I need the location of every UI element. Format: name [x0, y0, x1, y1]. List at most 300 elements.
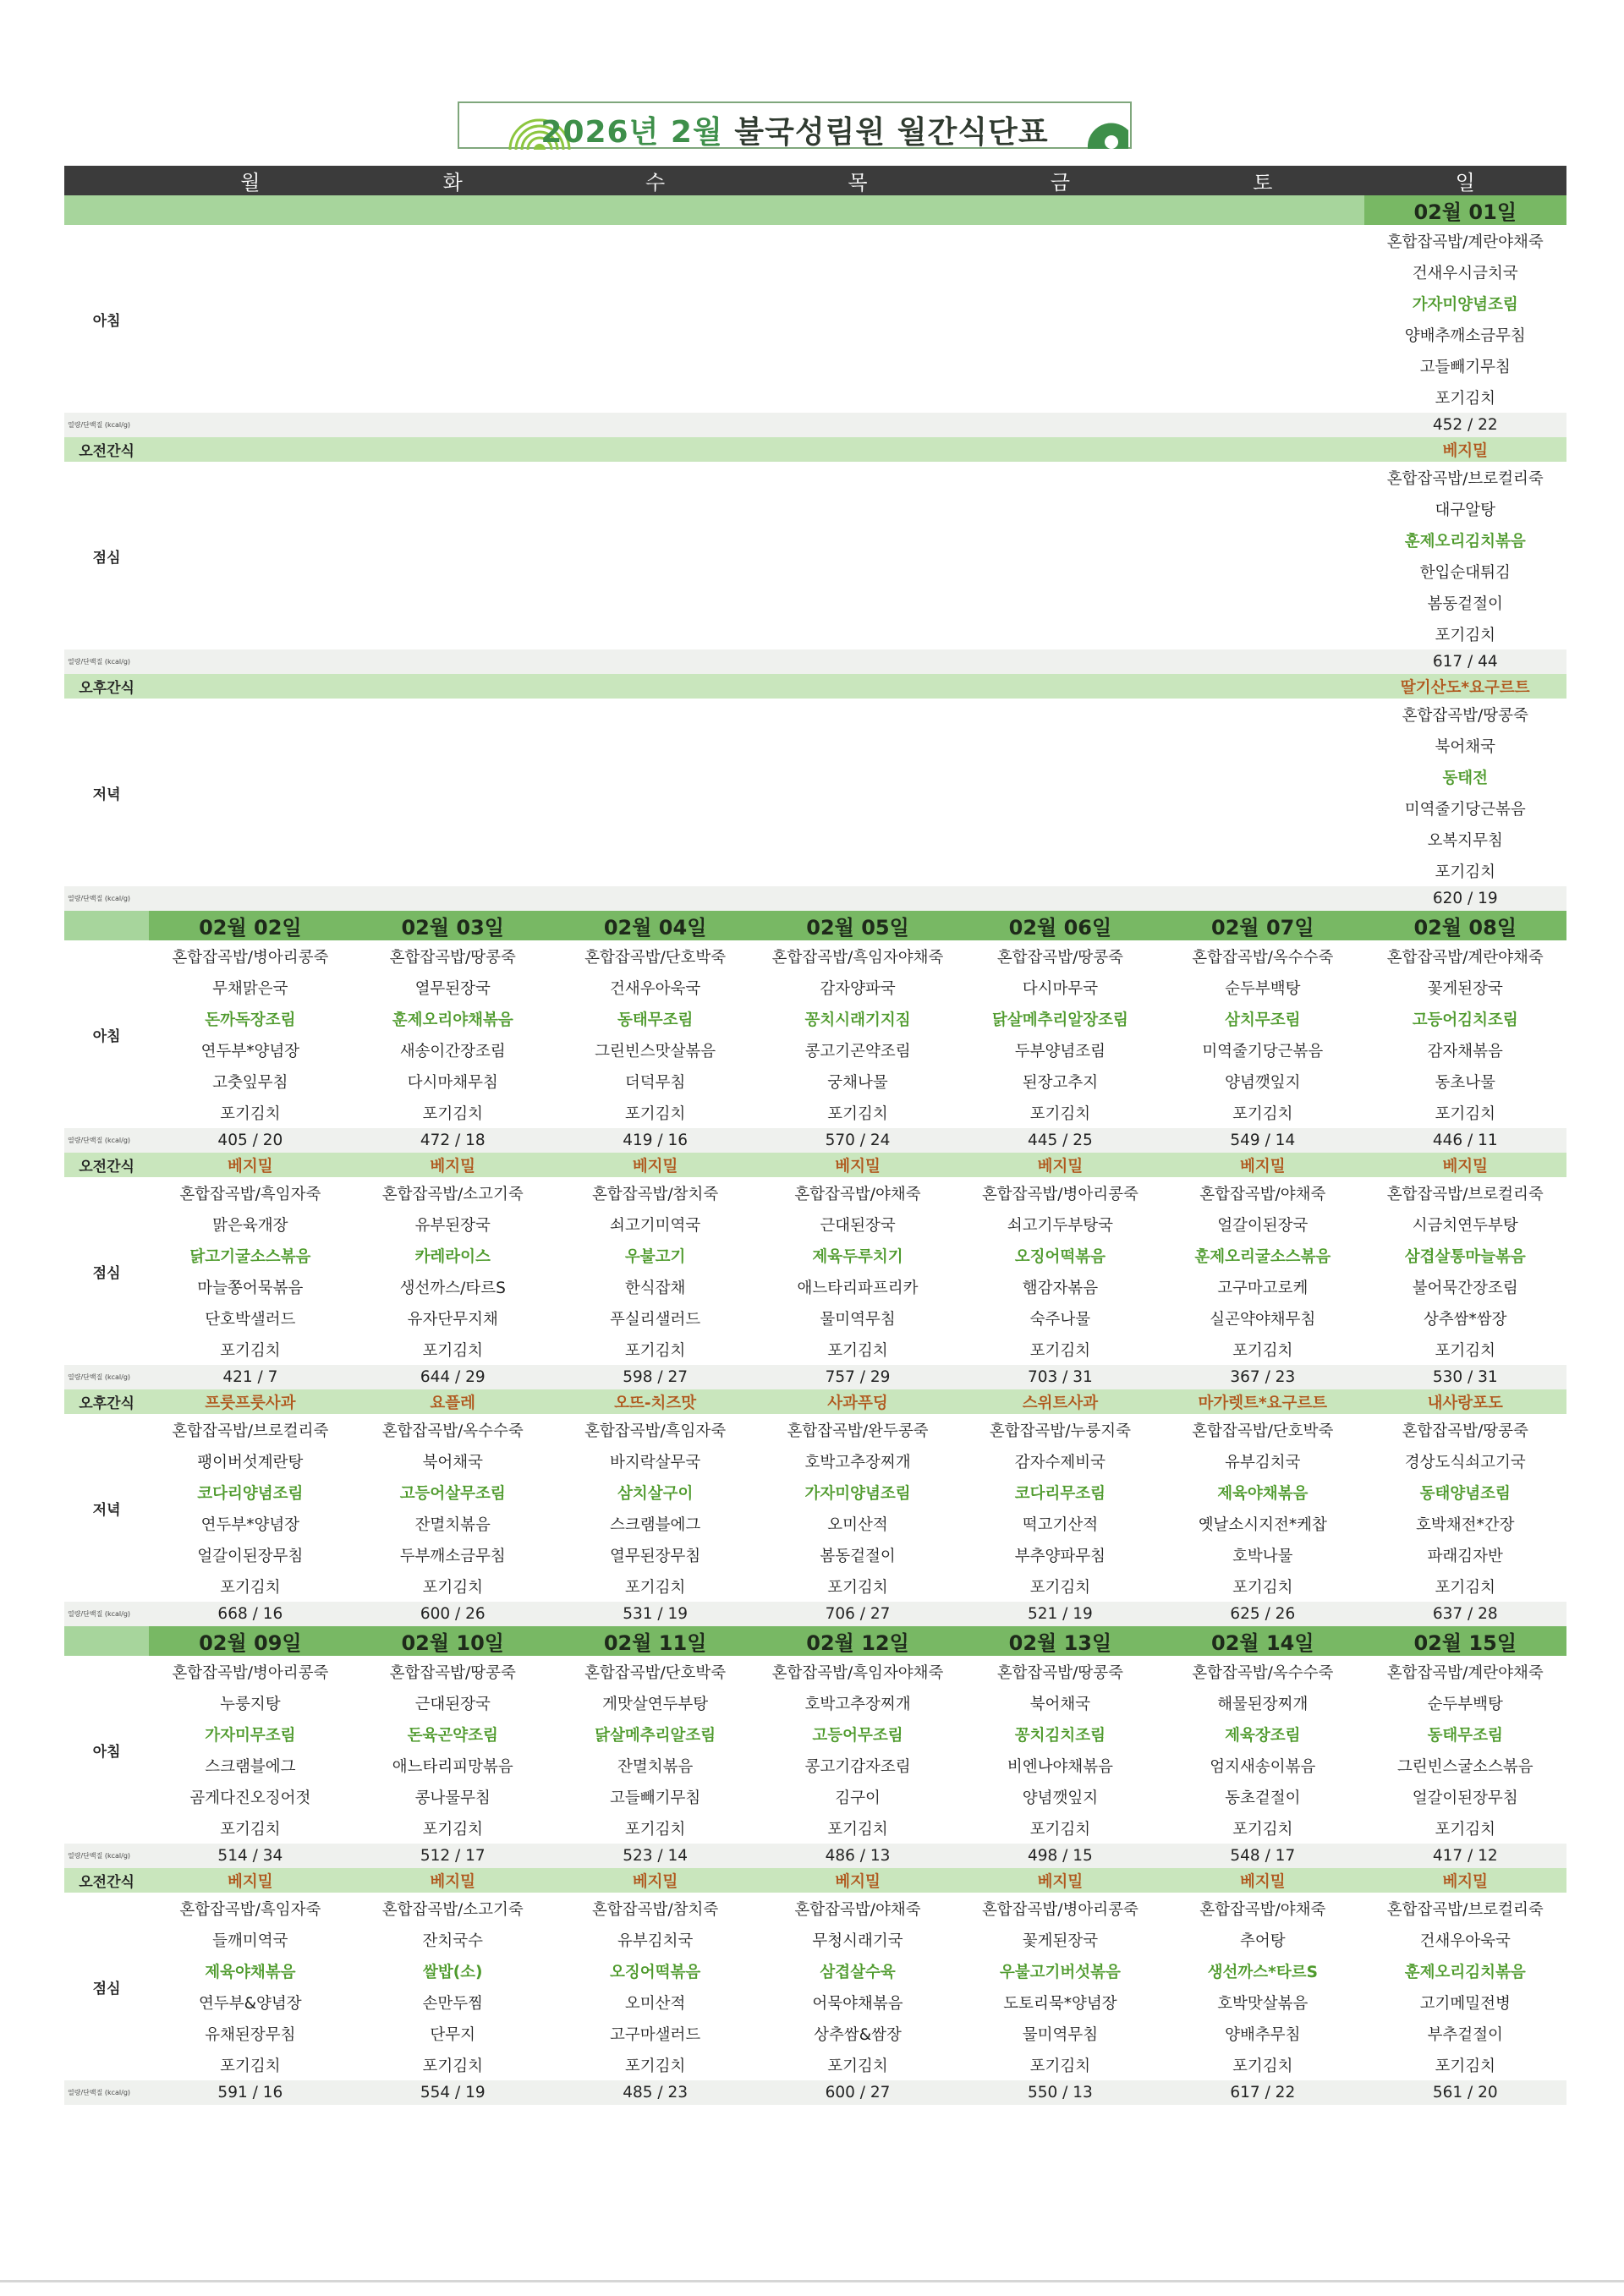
- menu-item: 포기김치: [624, 1820, 686, 1838]
- kcal-value: 570 / 24: [756, 1128, 958, 1153]
- menu-item: 꽃게된장국: [1022, 1932, 1099, 1950]
- menu-item: 추어탕: [1239, 1932, 1286, 1950]
- menu-item: 제육야채볶음: [205, 1963, 296, 1981]
- menu-item: 미역줄기당근볶음: [1202, 1042, 1324, 1060]
- kcal-value: 472 / 18: [352, 1128, 554, 1153]
- menu-item: [149, 288, 351, 319]
- menu-item: 콩나물무침: [414, 1789, 491, 1807]
- menu-item: 포기김치: [1232, 1341, 1293, 1360]
- date-cell: [756, 195, 958, 225]
- menu-item: 고구마샐러드: [610, 2025, 701, 2044]
- menu-item: 감자양파국: [820, 979, 896, 998]
- pm_snack-row: [64, 674, 1566, 699]
- snack-item: [1161, 674, 1363, 699]
- menu-item: 맑은육개장: [212, 1216, 288, 1235]
- menu-item: 혼합잡곡밥/브로컬리죽: [1386, 1900, 1544, 1919]
- menu-item: [1161, 256, 1363, 288]
- menu-item: 포기김치: [1232, 2057, 1293, 2075]
- snack-item: 베지밀: [1364, 437, 1567, 462]
- snack-item: [1161, 437, 1363, 462]
- lunch-kcal-row: [64, 1365, 1566, 1389]
- menu-item: [1161, 350, 1363, 381]
- lunch-kcal-row: [64, 649, 1566, 674]
- menu-item: 물미역무침: [820, 1310, 896, 1329]
- menu-item: 건새우아욱국: [610, 979, 701, 998]
- kcal-value: [352, 413, 554, 437]
- kcal-value: 512 / 17: [352, 1844, 554, 1868]
- lunch-row: [64, 1893, 1566, 1924]
- date-cell: [1161, 195, 1363, 225]
- date-row-label: [64, 195, 149, 225]
- dinner-kcal-row: [64, 1602, 1566, 1626]
- menu-item: 콩고기곤약조림: [804, 1042, 911, 1060]
- weekday-header: 수: [554, 166, 756, 195]
- menu-item: [554, 288, 756, 319]
- menu-item: [352, 288, 554, 319]
- menu-item: 두부깨소금무침: [399, 1547, 506, 1565]
- menu-item: 유부김치국: [1225, 1453, 1301, 1471]
- menu-item: 포기김치: [1029, 2057, 1091, 2075]
- menu-item: 삼치무조림: [1225, 1011, 1301, 1029]
- menu-item: [959, 462, 1161, 493]
- menu-item: 훈제오리김치볶음: [1404, 1963, 1526, 1981]
- menu-item: 호박고추장찌개: [804, 1453, 911, 1471]
- menu-item: 혼합잡곡밥/소고기죽: [381, 1185, 524, 1203]
- menu-item: 호박고추장찌개: [804, 1695, 911, 1713]
- menu-item: 얼갈이된장무침: [1412, 1789, 1518, 1807]
- breakfast-row: [64, 1812, 1566, 1844]
- kcal-value: 419 / 16: [554, 1128, 756, 1153]
- menu-item: [554, 730, 756, 761]
- menu-item: [756, 256, 958, 288]
- menu-item: 푸실리샐러드: [610, 1310, 701, 1329]
- menu-item: 고등어김치조림: [1412, 1011, 1518, 1029]
- menu-item: 혼합잡곡밥/누룽지죽: [989, 1422, 1131, 1440]
- lunch-label: 점심: [92, 1264, 121, 1282]
- kcal-value: [1161, 886, 1363, 911]
- kcal-value: 485 / 23: [554, 2080, 756, 2105]
- menu-item: 봄동겉절이: [820, 1547, 896, 1565]
- breakfast-row: [64, 1066, 1566, 1097]
- menu-item: 포기김치: [1435, 1820, 1495, 1838]
- menu-item: [959, 381, 1161, 413]
- dinner-row: [64, 1570, 1566, 1602]
- date-cell: [959, 195, 1161, 225]
- menu-item: 혼합잡곡밥/흑임자야채죽: [771, 948, 944, 967]
- menu-item: [352, 556, 554, 587]
- dinner-kcal-row: [64, 886, 1566, 911]
- weekday-header: 금: [959, 166, 1161, 195]
- menu-item: [1161, 618, 1363, 649]
- menu-item: 혼합잡곡밥/브로컬리죽: [172, 1422, 329, 1440]
- menu-item: [149, 618, 351, 649]
- lunch-row: [64, 1271, 1566, 1302]
- snack-item: 프룻프룻사과: [149, 1389, 351, 1414]
- lunch-row: [64, 462, 1566, 493]
- kcal-label: 열량/단백질 (kcal/g): [64, 1844, 149, 1868]
- lunch-row: [64, 1177, 1566, 1208]
- menu-item: 양배추무침: [1225, 2025, 1301, 2044]
- menu-item: 닭살메추리알장조림: [991, 1011, 1128, 1029]
- lunch-row: [64, 1986, 1566, 2018]
- menu-item: 시금치연두부탕: [1412, 1216, 1518, 1235]
- menu-item: 엄지새송이볶음: [1210, 1757, 1316, 1776]
- menu-item: 햄감자볶음: [1022, 1279, 1099, 1297]
- menu-item: [352, 462, 554, 493]
- kcal-value: [554, 886, 756, 911]
- menu-item: 고춧잎무침: [212, 1073, 288, 1092]
- menu-item: 포기김치: [422, 1341, 483, 1360]
- dinner-row: [64, 1539, 1566, 1570]
- breakfast-row: [64, 1034, 1566, 1066]
- kcal-value: 498 / 15: [959, 1844, 1161, 1868]
- menu-item: [756, 225, 958, 256]
- kcal-value: 598 / 27: [554, 1365, 756, 1389]
- menu-item: 혼합잡곡밥/단호박죽: [584, 948, 727, 967]
- snack-item: 요플레: [352, 1389, 554, 1414]
- kcal-label: 열량/단백질 (kcal/g): [64, 413, 149, 437]
- menu-item: [149, 587, 351, 618]
- menu-item: 혼합잡곡밥/땅콩죽: [389, 948, 516, 967]
- menu-item: 혼합잡곡밥/옥수수죽: [1192, 1663, 1334, 1682]
- date-cell: 02월 13일: [959, 1626, 1161, 1656]
- menu-item: 제육장조림: [1225, 1726, 1301, 1745]
- menu-item: [756, 618, 958, 649]
- menu-item: 제육야채볶음: [1217, 1484, 1309, 1503]
- snack-item: [554, 674, 756, 699]
- menu-item: 포기김치: [1029, 1341, 1091, 1360]
- menu-item: [1161, 855, 1363, 886]
- date-cell: 02월 11일: [554, 1626, 756, 1656]
- menu-item: [756, 493, 958, 524]
- menu-item: 파래김자반: [1427, 1547, 1503, 1565]
- weekday-header: 토: [1161, 166, 1363, 195]
- menu-item: [959, 319, 1161, 350]
- kcal-label: 열량/단백질 (kcal/g): [64, 1128, 149, 1153]
- menu-item: 포기김치: [624, 1578, 686, 1597]
- menu-item: 무청시래기국: [812, 1932, 903, 1950]
- am_snack-label: 오전간식: [64, 1868, 149, 1893]
- menu-item: 혼합잡곡밥/흑임자죽: [584, 1422, 727, 1440]
- menu-item: [756, 288, 958, 319]
- menu-item: 호박채전*간장: [1416, 1515, 1515, 1534]
- menu-item: 동태양념조림: [1419, 1484, 1511, 1503]
- menu-item: 혼합잡곡밥/단호박죽: [1192, 1422, 1334, 1440]
- lunch-row: [64, 524, 1566, 556]
- menu-item: 무채맑은국: [212, 979, 288, 998]
- menu-item: [352, 618, 554, 649]
- menu-item: [1161, 556, 1363, 587]
- date-cell: 02월 08일: [1364, 911, 1567, 940]
- kcal-value: 486 / 13: [756, 1844, 958, 1868]
- date-row-label: [64, 1626, 149, 1656]
- menu-item: 한입순대튀김: [1419, 563, 1511, 582]
- menu-item: [1161, 225, 1363, 256]
- dinner-row: [64, 824, 1566, 855]
- kcal-value: 530 / 31: [1364, 1365, 1567, 1389]
- lunch-label: 점심: [92, 1980, 121, 1997]
- menu-item: 혼합잡곡밥/흑임자죽: [179, 1185, 321, 1203]
- menu-item: 꽃게된장국: [1427, 979, 1503, 998]
- lunch-row: [64, 1208, 1566, 1240]
- kcal-value: [352, 886, 554, 911]
- pm_snack-label: 오후간식: [64, 674, 149, 699]
- menu-item: [756, 699, 958, 730]
- weekday-header: 화: [352, 166, 554, 195]
- menu-item: [959, 761, 1161, 792]
- menu-item: 혼합잡곡밥/야채죽: [1199, 1185, 1326, 1203]
- date-cell: 02월 12일: [756, 1626, 958, 1656]
- menu-item: 훈제오리굴소스볶음: [1194, 1247, 1331, 1266]
- menu-item: 유자단무지채: [407, 1310, 498, 1329]
- menu-item: 포기김치: [827, 2057, 888, 2075]
- menu-item: 카레라이스: [414, 1247, 491, 1266]
- menu-item: 포기김치: [624, 1104, 686, 1123]
- weekday-header: 일: [1364, 166, 1567, 195]
- header-corner: [64, 166, 149, 195]
- menu-item: 포기김치: [422, 1820, 483, 1838]
- menu-item: [149, 493, 351, 524]
- breakfast-label: 아침: [92, 1743, 121, 1761]
- menu-item: 순두부백탕: [1427, 1695, 1503, 1713]
- kcal-value: 617 / 22: [1161, 2080, 1363, 2105]
- menu-item: [149, 699, 351, 730]
- menu-item: [352, 256, 554, 288]
- menu-item: 포기김치: [1029, 1820, 1091, 1838]
- kcal-value: 445 / 25: [959, 1128, 1161, 1153]
- menu-item: [149, 761, 351, 792]
- breakfast-row: [64, 350, 1566, 381]
- kcal-value: 514 / 34: [149, 1844, 351, 1868]
- menu-item: 연두부&양념장: [199, 1994, 302, 2013]
- menu-item: 잔멸치볶음: [617, 1757, 694, 1776]
- menu-item: 혼합잡곡밥/흑임자죽: [179, 1900, 321, 1919]
- menu-item: [756, 381, 958, 413]
- menu-item: 잔치국수: [422, 1932, 483, 1950]
- menu-item: 된장고추지: [1022, 1073, 1099, 1092]
- menu-item: 포기김치: [220, 1820, 281, 1838]
- menu-item: 닭고기굴소스볶음: [189, 1247, 311, 1266]
- menu-item: 단무지: [430, 2025, 476, 2044]
- menu-item: 비엔나야채볶음: [1007, 1757, 1113, 1776]
- breakfast-row: [64, 1750, 1566, 1781]
- menu-item: 연두부*양념장: [200, 1515, 300, 1534]
- menu-item: 누룽지탕: [220, 1695, 281, 1713]
- menu-item: 감자수제비국: [1014, 1453, 1106, 1471]
- menu-item: 마늘쫑어묵볶음: [197, 1279, 304, 1297]
- breakfast-kcal-row: [64, 1844, 1566, 1868]
- lunch-row: [64, 493, 1566, 524]
- kcal-value: 561 / 20: [1364, 2080, 1567, 2105]
- menu-item: 혼합잡곡밥/병아리콩죽: [981, 1900, 1138, 1919]
- date-cell: 02월 03일: [352, 911, 554, 940]
- lunch-row: [64, 618, 1566, 649]
- menu-item: 혼합잡곡밥/계란야채죽: [1386, 948, 1544, 967]
- dinner-row: [64, 855, 1566, 886]
- breakfast-row: [64, 1718, 1566, 1750]
- snack-item: 베지밀: [1161, 1153, 1363, 1177]
- menu-item: 포기김치: [1232, 1104, 1293, 1123]
- date-row: [64, 911, 1566, 940]
- menu-item: 호박맛살볶음: [1217, 1994, 1309, 2013]
- date-cell: [149, 195, 351, 225]
- dinner-row: [64, 730, 1566, 761]
- menu-item: 호박나물: [1232, 1547, 1293, 1565]
- menu-item: 혼합잡곡밥/참치죽: [592, 1185, 719, 1203]
- menu-item: 얼갈이된장무침: [197, 1547, 304, 1565]
- menu-item: 얼갈이된장국: [1217, 1216, 1309, 1235]
- menu-item: 콩고기감자조림: [804, 1757, 911, 1776]
- menu-item: [756, 462, 958, 493]
- menu-item: 우불고기버섯볶음: [999, 1963, 1121, 1981]
- menu-item: 궁채나물: [827, 1073, 888, 1092]
- menu-item: [1161, 587, 1363, 618]
- menu-item: [352, 792, 554, 824]
- snack-item: [149, 437, 351, 462]
- menu-item: 도토리묵*양념장: [1003, 1994, 1117, 2013]
- menu-item: 봄동겉절이: [1427, 595, 1503, 613]
- menu-item: 연두부*양념장: [200, 1042, 300, 1060]
- am_snack-row: [64, 1868, 1566, 1893]
- dinner-row: [64, 1445, 1566, 1477]
- menu-item: [149, 730, 351, 761]
- menu-item: [149, 462, 351, 493]
- menu-item: [352, 587, 554, 618]
- menu-item: [1161, 381, 1363, 413]
- menu-item: 열무된장무침: [610, 1547, 701, 1565]
- menu-item: 쇠고기미역국: [610, 1216, 701, 1235]
- menu-item: [554, 524, 756, 556]
- menu-item: [554, 462, 756, 493]
- kcal-value: 550 / 13: [959, 2080, 1161, 2105]
- kcal-value: 706 / 27: [756, 1602, 958, 1626]
- kcal-label: 열량/단백질 (kcal/g): [64, 2080, 149, 2105]
- menu-item: 동태전: [1442, 769, 1489, 787]
- title-name: 불국성림원 월간식단표: [734, 115, 1049, 150]
- dinner-row: [64, 1414, 1566, 1445]
- kcal-label: 열량/단백질 (kcal/g): [64, 1602, 149, 1626]
- snack-item: [756, 674, 958, 699]
- date-cell: 02월 01일: [1364, 195, 1567, 225]
- menu-item: 훈제오리야채볶음: [392, 1011, 513, 1029]
- menu-item: 포기김치: [827, 1578, 888, 1597]
- menu-item: 건새우시금치국: [1412, 264, 1518, 282]
- snack-item: 베지밀: [1364, 1153, 1567, 1177]
- date-cell: 02월 07일: [1161, 911, 1363, 940]
- date-cell: [352, 195, 554, 225]
- menu-item: 포기김치: [1435, 626, 1495, 644]
- menu-item: [149, 792, 351, 824]
- menu-item: 닭살메추리알조림: [595, 1726, 716, 1745]
- snack-item: 딸기산도*요구르트: [1364, 674, 1567, 699]
- menu-item: 삼겹살통마늘볶음: [1404, 1247, 1526, 1266]
- dinner-row: [64, 1477, 1566, 1508]
- date-cell: 02월 15일: [1364, 1626, 1567, 1656]
- breakfast-row: [64, 256, 1566, 288]
- menu-item: 제육두루치기: [812, 1247, 903, 1266]
- kcal-value: 452 / 22: [1364, 413, 1567, 437]
- kcal-value: 668 / 16: [149, 1602, 351, 1626]
- menu-item: 떡고기산적: [1022, 1515, 1099, 1534]
- menu-item: 포기김치: [1029, 1578, 1091, 1597]
- menu-item: 고들빼기무침: [1419, 358, 1511, 376]
- menu-item: 단호박샐러드: [205, 1310, 296, 1329]
- menu-item: 생선까스/타르S: [399, 1279, 506, 1297]
- menu-item: [352, 381, 554, 413]
- menu-item: [959, 618, 1161, 649]
- menu-item: 포기김치: [220, 2057, 281, 2075]
- lunch-row: [64, 1334, 1566, 1365]
- kcal-value: [1161, 649, 1363, 674]
- snack-item: [959, 437, 1161, 462]
- menu-item: 북어채국: [1029, 1695, 1091, 1713]
- lunch-row: [64, 556, 1566, 587]
- menu-item: 포기김치: [1435, 863, 1495, 881]
- lunch-label: 점심: [92, 549, 121, 567]
- kcal-label: 열량/단백질 (kcal/g): [64, 1365, 149, 1389]
- menu-item: [756, 350, 958, 381]
- snack-item: [149, 674, 351, 699]
- menu-item: 오미산적: [827, 1515, 888, 1534]
- snack-item: [959, 674, 1161, 699]
- menu-item: 혼합잡곡밥/브로컬리죽: [1386, 1185, 1544, 1203]
- snack-item: 베지밀: [959, 1868, 1161, 1893]
- menu-item: 유부된장국: [414, 1216, 491, 1235]
- kcal-value: [959, 413, 1161, 437]
- menu-item: 잔멸치볶음: [414, 1515, 491, 1534]
- menu-item: 혼합잡곡밥/땅콩죽: [1402, 706, 1528, 725]
- snack-item: 베지밀: [352, 1153, 554, 1177]
- weekday-header: 월: [149, 166, 351, 195]
- am_snack-row: [64, 1153, 1566, 1177]
- menu-item: 고기메밀전병: [1419, 1994, 1511, 2013]
- menu-item: 포기김치: [1232, 1820, 1293, 1838]
- kcal-value: 600 / 27: [756, 2080, 958, 2105]
- snack-item: 사과푸딩: [756, 1389, 958, 1414]
- menu-item: [959, 699, 1161, 730]
- menu-item: 삼겹살수육: [820, 1963, 896, 1981]
- menu-item: 양념깻잎지: [1022, 1789, 1099, 1807]
- menu-item: [352, 824, 554, 855]
- menu-item: [352, 350, 554, 381]
- menu-item: [1161, 493, 1363, 524]
- menu-item: 생선까스*타르S: [1207, 1963, 1318, 1981]
- menu-item: 부추겉절이: [1427, 2025, 1503, 2044]
- kcal-value: 637 / 28: [1364, 1602, 1567, 1626]
- page-title: [459, 108, 1130, 151]
- menu-item: 오징어떡볶음: [1014, 1247, 1106, 1266]
- menu-item: 혼합잡곡밥/옥수수죽: [1192, 948, 1334, 967]
- lunch-row: [64, 1240, 1566, 1271]
- title-year-month: 2026년 2월: [540, 115, 723, 150]
- menu-item: [959, 556, 1161, 587]
- menu-item: [1161, 730, 1363, 761]
- snack-item: 마가렛트*요구르트: [1161, 1389, 1363, 1414]
- menu-item: 돈까독장조림: [205, 1011, 296, 1029]
- menu-item: 혼합잡곡밥/땅콩죽: [389, 1663, 516, 1682]
- snack-item: 베지밀: [1161, 1868, 1363, 1893]
- menu-item: [554, 225, 756, 256]
- menu-item: [756, 587, 958, 618]
- menu-item: 숙주나물: [1029, 1310, 1091, 1329]
- menu-item: 돈육곤약조림: [407, 1726, 498, 1745]
- menu-item: 혼합잡곡밥/야채죽: [794, 1185, 921, 1203]
- date-cell: 02월 09일: [149, 1626, 351, 1656]
- menu-item: 포기김치: [827, 1341, 888, 1360]
- menu-item: 오징어떡볶음: [610, 1963, 701, 1981]
- menu-item: [756, 319, 958, 350]
- menu-item: 유부김치국: [617, 1932, 694, 1950]
